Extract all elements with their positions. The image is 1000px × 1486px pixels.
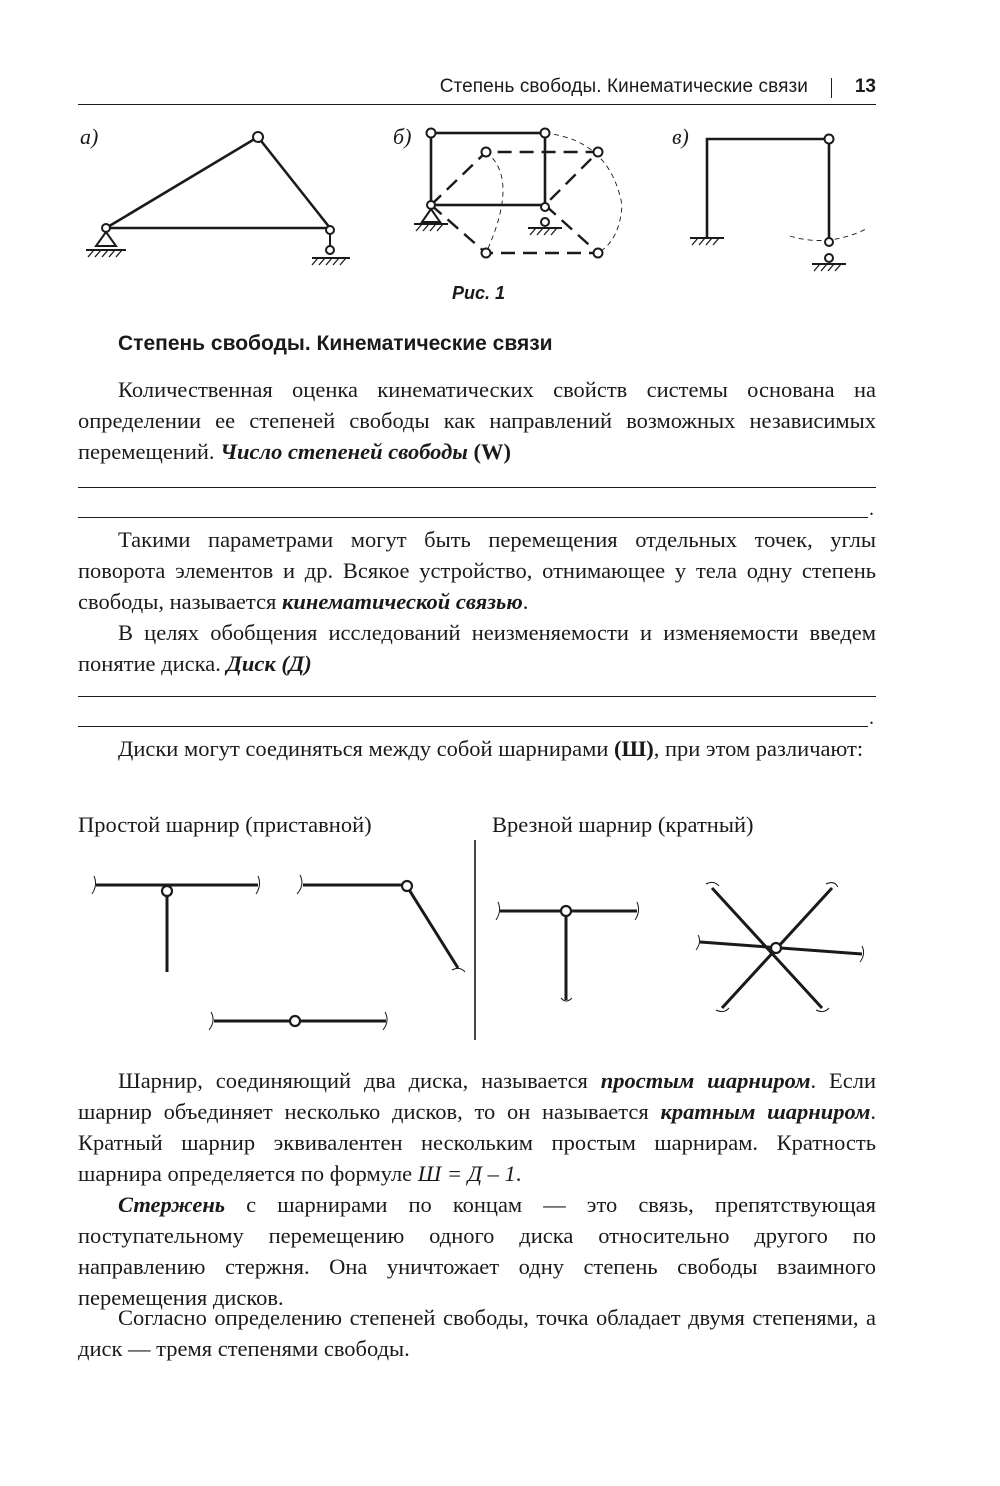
mechanism-frame-diagram [414, 129, 622, 258]
paragraph-7-text: Согласно определению степеней свободы, точка обладает двумя степенями, а диск — тремя степенями свободы. [78, 1305, 876, 1361]
simple-hinge-title: Простой шарнир (приставной) [78, 812, 372, 837]
term-disk: Диск (Д) [226, 651, 312, 676]
symbol-sh: (Ш) [614, 736, 654, 761]
fill-in-line-3 [78, 696, 876, 697]
fill-line-end-dot-2: . [869, 707, 874, 729]
term-multiple-hinge: кратным шарниром [660, 1099, 871, 1124]
paragraph-3 [78, 617, 876, 679]
paragraph-5: Шарнир, соединяющий два диска, называется простым шарниром. Если шарнир объединяет несколько дисков, то он называется кратным шарниром. Кратный шарнир эквивалентен нескольким простым шарнирам. Кратность шарнира определяется по формуле Ш = Д – 1. [78, 1068, 876, 1186]
paragraph-2: Такими параметрами могут быть перемещения отдельных точек, углы поворота элементов и др. Всякое устройство, отнимающее у тела одну степень свободы, называется кинематической связью. [78, 527, 876, 614]
running-title: Степень свободы. Кинематические связи [439, 76, 808, 97]
paragraph-4-text: Диски могут соединяться между собой шарнирами [118, 736, 615, 761]
term-degrees-of-freedom: Число степеней свободы [220, 439, 468, 464]
multiple-hinge-title: Врезной шарнир (кратный) [492, 812, 754, 837]
page-number: 13 [854, 76, 876, 97]
fill-in-line-2 [78, 517, 868, 518]
symbol-w: (W) [473, 439, 512, 464]
truss-triangle-diagram [86, 132, 350, 265]
fill-line-end-dot: . [869, 498, 874, 520]
fill-in-line-1 [78, 487, 876, 488]
paragraph-1-text: Количественная оценка кинематических свойств системы основана на определении ее степеней свободы как направлений возможных независимых перемещений. [78, 377, 876, 464]
term-simple-hinge: простым шарниром [600, 1068, 811, 1093]
multiple-hinge-t-diagram [496, 902, 639, 1001]
figure-1-drawings [0, 0, 1000, 300]
term-kinematic-link: кинематической связью [281, 589, 523, 614]
figure-label-c: в) [672, 124, 689, 149]
figure-label-a: а) [80, 124, 99, 149]
paragraph-7 [78, 1302, 876, 1364]
portal-frame-diagram [690, 135, 868, 272]
fill-in-line-4 [78, 726, 868, 727]
multiple-hinge-star-diagram [696, 882, 864, 1011]
simple-hinge-angle-diagram [297, 875, 465, 972]
figure-label-b: б) [393, 124, 412, 149]
paragraph-3-text: В целях обобщения исследований неизменяемости и изменяемости введем понятие диска. [78, 620, 876, 676]
simple-hinge-t-diagram [92, 876, 260, 972]
paragraph-2-text: Такими параметрами могут быть перемещения отдельных точек, углы поворота элементов и др. Всякое устройство, отнимающее у тела одну степень свободы, называется [78, 527, 876, 614]
paragraph-6: Стержень с шарнирами по концам — это связь, препятствующая поступательному перемещению одного диска относительно другого по направлению стержня. Она уничтожает одну степень свободы взаимного перемещения дисков. [78, 1192, 876, 1310]
simple-hinge-straight-diagram [209, 1012, 387, 1030]
figure-caption: Рис. 1 [452, 283, 506, 303]
section-title: Степень свободы. Кинематические связи [118, 332, 553, 355]
paragraph-4: Диски могут соединяться между собой шарнирами (Ш), при этом различают: [118, 736, 864, 761]
paragraph-1 [78, 374, 876, 467]
hinge-diagrams [0, 840, 1000, 1050]
term-rod: Стержень [118, 1192, 226, 1217]
hinge-formula: Ш = Д – 1 [417, 1161, 516, 1186]
